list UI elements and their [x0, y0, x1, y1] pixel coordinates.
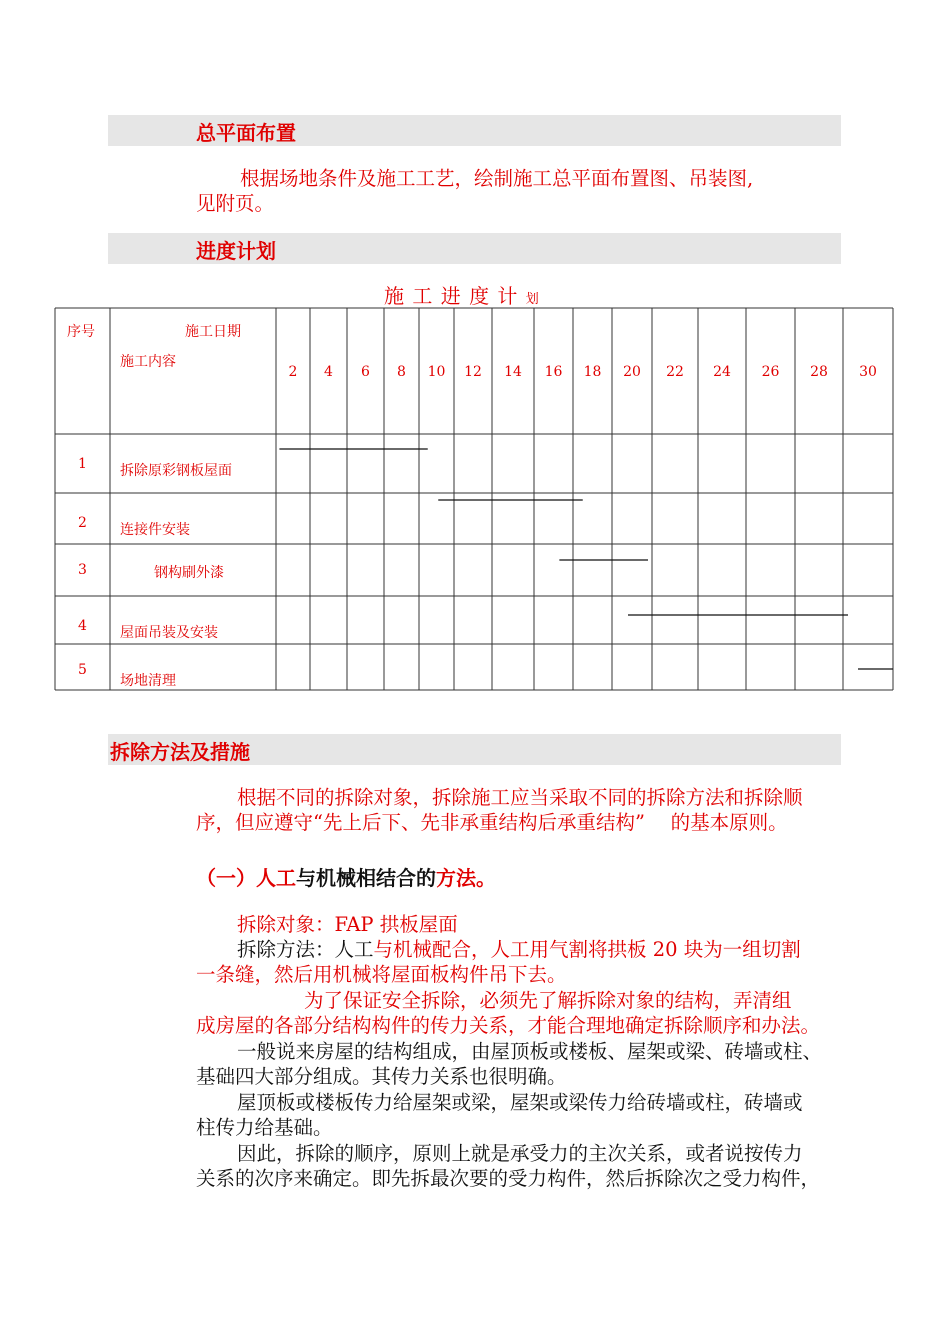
task-name: 场地清理 [120, 673, 176, 689]
heading-site-layout: 总平面布置 [196, 121, 296, 145]
day-header: 22 [666, 364, 684, 380]
task-name: 拆除原彩钢板屋面 [120, 463, 232, 479]
paragraph-line: 屋顶板或楼板传力给屋架或梁，屋架或梁传力给砖墙或柱，砖墙或 [237, 1091, 803, 1114]
paragraph-line: 见附页。 [196, 192, 275, 215]
heading-schedule: 进度计划 [196, 239, 276, 263]
task-name: 屋面吊装及安装 [120, 625, 218, 641]
table-title-main: 施 工 进 度 计 [384, 284, 519, 308]
sub-heading-part: （一）人工 [196, 866, 296, 890]
header-date: 施工日期 [185, 324, 241, 340]
task-name: 钢构刷外漆 [154, 565, 224, 581]
sub-heading-part: 与机械相结合的 [296, 866, 436, 890]
day-header: 4 [324, 364, 333, 380]
paragraph-line: 一般说来房屋的结构组成，由屋顶板或楼板、屋架或梁、砖墙或柱、 [237, 1040, 823, 1063]
table-title-tail: 划 [525, 292, 540, 307]
sub-heading-part: 方法。 [436, 866, 496, 890]
paragraph-line: 为了保证安全拆除，必须先了解拆除对象的结构，弄清组 [304, 989, 792, 1012]
day-header: 12 [464, 364, 482, 380]
task-name: 连接件安装 [120, 522, 190, 538]
day-header: 6 [361, 364, 370, 380]
row-number: 3 [78, 562, 87, 578]
text-part: 拆除方法：人工 [237, 938, 374, 961]
paragraph-line: 成房屋的各部分结构构件的传力关系，才能合理地确定拆除顺序和办法。 [196, 1014, 821, 1037]
text-part: 与机械配合，人工用气割将拱板 20 块为一组切割 [373, 938, 801, 961]
day-header: 24 [713, 364, 731, 380]
day-header: 14 [504, 364, 522, 380]
day-header: 26 [761, 364, 780, 380]
header-seq: 序号 [67, 324, 95, 340]
sub-heading [196, 862, 496, 891]
row-number: 1 [78, 456, 87, 472]
row-number: 2 [78, 515, 87, 531]
day-header: 16 [544, 364, 563, 380]
paragraph-line: 一条缝，然后用机械将屋面板构件吊下去。 [196, 963, 567, 986]
day-header: 28 [810, 364, 828, 380]
row-number: 5 [78, 662, 87, 678]
header-content: 施工内容 [120, 354, 176, 370]
paragraph-line: 因此，拆除的顺序，原则上就是承受力的主次关系，或者说按传力 [237, 1142, 803, 1165]
heading-demolition-method: 拆除方法及措施 [110, 740, 250, 764]
paragraph-line: 关系的次序来确定。即先拆最次要的受力构件，然后拆除次之受力构件， [196, 1167, 821, 1190]
day-header: 20 [623, 364, 641, 380]
row-number: 4 [78, 618, 87, 634]
paragraph-line: 根据场地条件及施工工艺，绘制施工总平面布置图、吊装图, [240, 167, 754, 190]
day-header: 30 [859, 364, 877, 380]
paragraph-line: 序，但应遵守“先上后下、先非承重结构后承重结构” 的基本原则。 [196, 811, 788, 834]
paragraph-line [237, 937, 801, 962]
paragraph-line: 拆除对象：FAP 拱板屋面 [237, 913, 458, 936]
day-header: 18 [583, 364, 602, 380]
day-header: 8 [397, 364, 406, 380]
paragraph-line: 根据不同的拆除对象，拆除施工应当采取不同的拆除方法和拆除顺 [237, 786, 803, 809]
paragraph-line: 基础四大部分组成。其传力关系也很明确。 [196, 1065, 567, 1088]
paragraph-line: 柱传力给基础。 [196, 1116, 333, 1139]
day-header: 2 [288, 364, 298, 380]
day-header: 10 [427, 364, 446, 380]
